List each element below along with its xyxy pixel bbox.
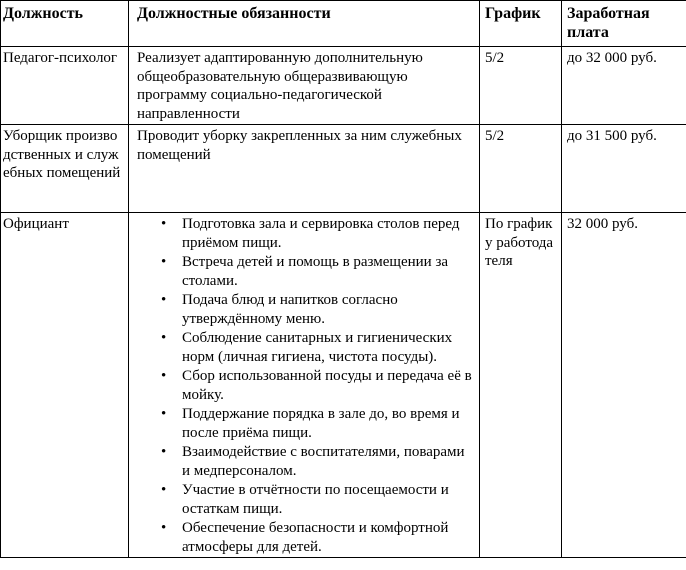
schedule-cell: 5/2 [480,47,562,125]
list-item: • Подготовка зала и сервировка столов перед приёмом пищи. [182,215,475,252]
salary-cell: 32 000 руб. [562,213,686,558]
schedule-cell: По графику работодателя [480,213,562,558]
header-position: Должность [1,1,129,47]
table-row [1,213,686,558]
salary-cell: до 31 500 руб. [562,125,686,213]
salary-cell: до 32 000 руб. [562,47,686,125]
duties-cell: Реализует адаптированную дополнительную общеобразовательную общеразвивающую программу социально-педагогической направленности [129,47,480,125]
header-salary: Заработная плата [562,1,686,47]
header-schedule: График [480,1,562,47]
duties-bullet-list [137,215,475,556]
position-cell: Официант [1,213,129,558]
position-cell: Педагог-психолог [1,47,129,125]
table-row [1,125,686,213]
list-item: • Встреча детей и помощь в размещении за столами. [182,253,475,290]
list-item: • Взаимодействие с воспитателями, поварами и медперсоналом. [182,443,475,480]
list-item: • Поддержание порядка в зале до, во время и после приёма пищи. [182,405,475,442]
table-header-row [1,1,686,47]
list-item: • Соблюдение санитарных и гигиенических норм (личная гигиена, чистота посуды). [182,329,475,366]
list-item: • Сбор использованной посуды и передача её в мойку. [182,367,475,404]
list-item: • Подача блюд и напитков согласно утверждённому меню. [182,291,475,328]
table-row [1,47,686,125]
list-item: • Участие в отчётности по посещаемости и остаткам пищи. [182,481,475,518]
list-item: • Обеспечение безопасности и комфортной атмосферы для детей. [182,519,475,556]
position-cell: Уборщик производственных и служебных помещений [1,125,129,213]
duties-cell [129,213,480,558]
duties-cell: Проводит уборку закрепленных за ним служебных помещений [129,125,480,213]
header-duties: Должностные обязанности [129,1,480,47]
schedule-cell: 5/2 [480,125,562,213]
